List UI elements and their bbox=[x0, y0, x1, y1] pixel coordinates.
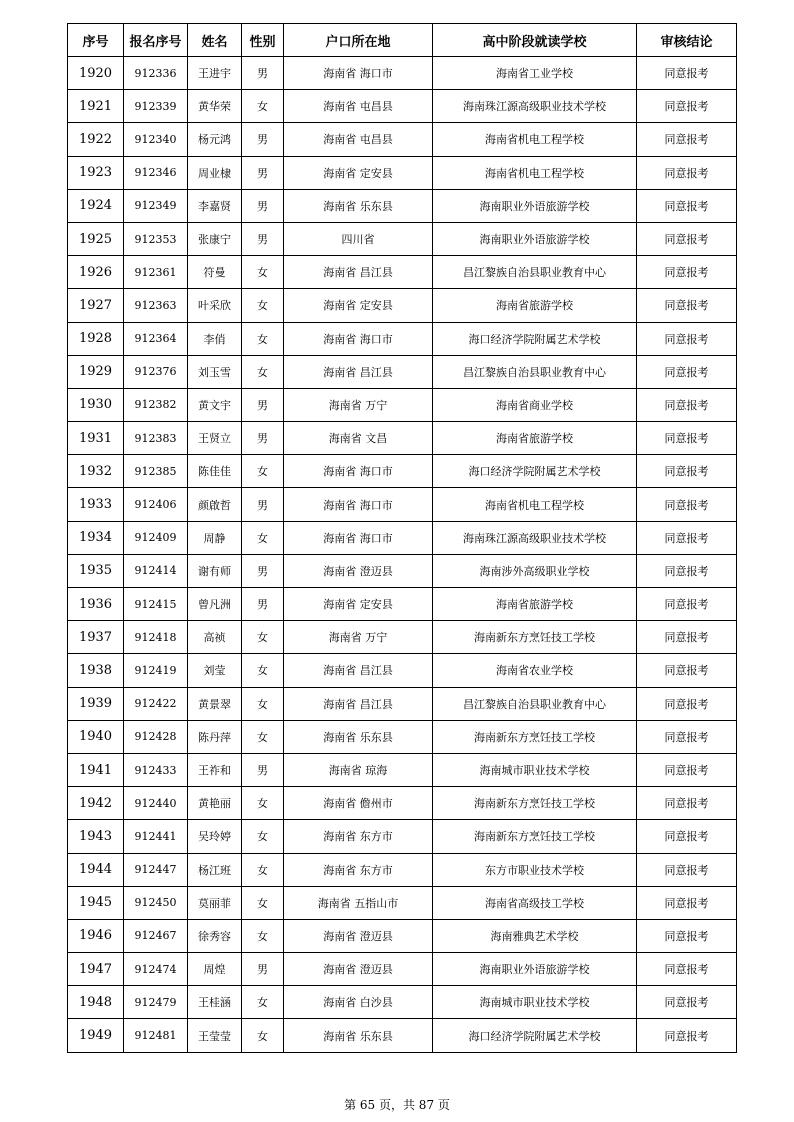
cell-registration-no: 912481 bbox=[124, 1019, 188, 1052]
table-row bbox=[68, 521, 737, 554]
cell-review-result: 同意报考 bbox=[637, 388, 737, 421]
cell-review-result: 同意报考 bbox=[637, 289, 737, 322]
cell-registration-no: 912340 bbox=[124, 123, 188, 156]
cell-high-school: 昌江黎族自治县职业教育中心 bbox=[433, 256, 637, 289]
table-row bbox=[68, 853, 737, 886]
table-row bbox=[68, 222, 737, 255]
cell-seq: 1935 bbox=[68, 554, 124, 587]
cell-name: 高祯 bbox=[188, 621, 242, 654]
cell-registration-no: 912383 bbox=[124, 422, 188, 455]
cell-high-school: 海南涉外高级职业学校 bbox=[433, 554, 637, 587]
cell-registration-no: 912441 bbox=[124, 820, 188, 853]
cell-name: 李嘉贤 bbox=[188, 189, 242, 222]
cell-seq: 1930 bbox=[68, 388, 124, 421]
header-review-result: 审核结论 bbox=[637, 24, 737, 57]
cell-household-location: 海南省 海口市 bbox=[284, 521, 433, 554]
cell-gender: 女 bbox=[242, 986, 284, 1019]
cell-review-result: 同意报考 bbox=[637, 422, 737, 455]
cell-seq: 1936 bbox=[68, 588, 124, 621]
table-row bbox=[68, 621, 737, 654]
cell-review-result: 同意报考 bbox=[637, 588, 737, 621]
header-household-location: 户口所在地 bbox=[284, 24, 433, 57]
cell-household-location: 海南省 澄迈县 bbox=[284, 919, 433, 952]
cell-review-result: 同意报考 bbox=[637, 90, 737, 123]
cell-high-school: 海南省旅游学校 bbox=[433, 588, 637, 621]
cell-review-result: 同意报考 bbox=[637, 787, 737, 820]
cell-household-location: 海南省 乐东县 bbox=[284, 189, 433, 222]
table-row bbox=[68, 886, 737, 919]
cell-high-school: 海南新东方烹饪技工学校 bbox=[433, 787, 637, 820]
cell-name: 莫丽菲 bbox=[188, 886, 242, 919]
cell-registration-no: 912349 bbox=[124, 189, 188, 222]
cell-seq: 1942 bbox=[68, 787, 124, 820]
cell-household-location: 海南省 海口市 bbox=[284, 488, 433, 521]
cell-name: 黄华荣 bbox=[188, 90, 242, 123]
cell-review-result: 同意报考 bbox=[637, 886, 737, 919]
cell-name: 符曼 bbox=[188, 256, 242, 289]
cell-name: 叶采欣 bbox=[188, 289, 242, 322]
table-row bbox=[68, 355, 737, 388]
cell-seq: 1922 bbox=[68, 123, 124, 156]
table-row bbox=[68, 156, 737, 189]
cell-name: 李俏 bbox=[188, 322, 242, 355]
cell-gender: 女 bbox=[242, 621, 284, 654]
cell-household-location: 海南省 文昌 bbox=[284, 422, 433, 455]
cell-name: 张康宁 bbox=[188, 222, 242, 255]
cell-household-location: 海南省 万宁 bbox=[284, 621, 433, 654]
cell-review-result: 同意报考 bbox=[637, 919, 737, 952]
cell-high-school: 海南新东方烹饪技工学校 bbox=[433, 621, 637, 654]
cell-gender: 女 bbox=[242, 256, 284, 289]
header-high-school: 高中阶段就读学校 bbox=[433, 24, 637, 57]
cell-registration-no: 912406 bbox=[124, 488, 188, 521]
cell-household-location: 四川省 bbox=[284, 222, 433, 255]
cell-gender: 男 bbox=[242, 588, 284, 621]
cell-household-location: 海南省 昌江县 bbox=[284, 256, 433, 289]
table-row bbox=[68, 422, 737, 455]
cell-name: 黄文宇 bbox=[188, 388, 242, 421]
table-row bbox=[68, 687, 737, 720]
table-row bbox=[68, 820, 737, 853]
cell-registration-no: 912376 bbox=[124, 355, 188, 388]
table-row bbox=[68, 90, 737, 123]
cell-seq: 1937 bbox=[68, 621, 124, 654]
table-row bbox=[68, 455, 737, 488]
cell-seq: 1934 bbox=[68, 521, 124, 554]
table-row bbox=[68, 787, 737, 820]
cell-gender: 男 bbox=[242, 554, 284, 587]
cell-high-school: 海南省旅游学校 bbox=[433, 422, 637, 455]
cell-gender: 男 bbox=[242, 222, 284, 255]
header-name: 姓名 bbox=[188, 24, 242, 57]
cell-name: 谢有师 bbox=[188, 554, 242, 587]
cell-registration-no: 912353 bbox=[124, 222, 188, 255]
table-row bbox=[68, 953, 737, 986]
cell-high-school: 海南省机电工程学校 bbox=[433, 488, 637, 521]
cell-registration-no: 912450 bbox=[124, 886, 188, 919]
cell-registration-no: 912422 bbox=[124, 687, 188, 720]
cell-registration-no: 912382 bbox=[124, 388, 188, 421]
cell-seq: 1943 bbox=[68, 820, 124, 853]
cell-name: 周业棣 bbox=[188, 156, 242, 189]
cell-review-result: 同意报考 bbox=[637, 322, 737, 355]
cell-household-location: 海南省 昌江县 bbox=[284, 687, 433, 720]
cell-seq: 1927 bbox=[68, 289, 124, 322]
cell-seq: 1921 bbox=[68, 90, 124, 123]
cell-seq: 1931 bbox=[68, 422, 124, 455]
table-row bbox=[68, 554, 737, 587]
cell-gender: 男 bbox=[242, 123, 284, 156]
cell-high-school: 昌江黎族自治县职业教育中心 bbox=[433, 355, 637, 388]
cell-gender: 女 bbox=[242, 1019, 284, 1052]
cell-high-school: 海南省商业学校 bbox=[433, 388, 637, 421]
cell-gender: 女 bbox=[242, 787, 284, 820]
cell-gender: 女 bbox=[242, 654, 284, 687]
cell-review-result: 同意报考 bbox=[637, 256, 737, 289]
cell-high-school: 海南珠江源高级职业技术学校 bbox=[433, 90, 637, 123]
cell-review-result: 同意报考 bbox=[637, 986, 737, 1019]
cell-high-school: 海南职业外语旅游学校 bbox=[433, 222, 637, 255]
cell-seq: 1920 bbox=[68, 57, 124, 90]
cell-household-location: 海南省 万宁 bbox=[284, 388, 433, 421]
cell-seq: 1949 bbox=[68, 1019, 124, 1052]
cell-name: 王桂涵 bbox=[188, 986, 242, 1019]
cell-gender: 男 bbox=[242, 189, 284, 222]
cell-gender: 女 bbox=[242, 687, 284, 720]
table-row bbox=[68, 123, 737, 156]
cell-household-location: 海南省 定安县 bbox=[284, 588, 433, 621]
cell-name: 周静 bbox=[188, 521, 242, 554]
cell-review-result: 同意报考 bbox=[637, 455, 737, 488]
cell-household-location: 海南省 东方市 bbox=[284, 853, 433, 886]
table-row bbox=[68, 57, 737, 90]
table-row bbox=[68, 189, 737, 222]
cell-review-result: 同意报考 bbox=[637, 654, 737, 687]
cell-seq: 1947 bbox=[68, 953, 124, 986]
cell-high-school: 海南珠江源高级职业技术学校 bbox=[433, 521, 637, 554]
cell-review-result: 同意报考 bbox=[637, 853, 737, 886]
cell-seq: 1939 bbox=[68, 687, 124, 720]
cell-household-location: 海南省 澄迈县 bbox=[284, 953, 433, 986]
cell-high-school: 海南省农业学校 bbox=[433, 654, 637, 687]
cell-registration-no: 912336 bbox=[124, 57, 188, 90]
cell-name: 陈丹萍 bbox=[188, 720, 242, 753]
cell-gender: 女 bbox=[242, 820, 284, 853]
cell-registration-no: 912414 bbox=[124, 554, 188, 587]
table-row bbox=[68, 986, 737, 1019]
cell-review-result: 同意报考 bbox=[637, 355, 737, 388]
cell-seq: 1923 bbox=[68, 156, 124, 189]
table-row bbox=[68, 720, 737, 753]
cell-registration-no: 912361 bbox=[124, 256, 188, 289]
cell-registration-no: 912467 bbox=[124, 919, 188, 952]
cell-high-school: 东方市职业技术学校 bbox=[433, 853, 637, 886]
cell-household-location: 海南省 东方市 bbox=[284, 820, 433, 853]
cell-seq: 1938 bbox=[68, 654, 124, 687]
cell-gender: 女 bbox=[242, 289, 284, 322]
cell-registration-no: 912339 bbox=[124, 90, 188, 123]
table-row bbox=[68, 289, 737, 322]
cell-high-school: 海南职业外语旅游学校 bbox=[433, 189, 637, 222]
cell-high-school: 海南新东方烹饪技工学校 bbox=[433, 720, 637, 753]
cell-review-result: 同意报考 bbox=[637, 687, 737, 720]
cell-review-result: 同意报考 bbox=[637, 189, 737, 222]
cell-review-result: 同意报考 bbox=[637, 123, 737, 156]
cell-household-location: 海南省 屯昌县 bbox=[284, 123, 433, 156]
cell-name: 吴玲婷 bbox=[188, 820, 242, 853]
cell-gender: 男 bbox=[242, 57, 284, 90]
cell-name: 王贤立 bbox=[188, 422, 242, 455]
table-row bbox=[68, 753, 737, 786]
cell-gender: 女 bbox=[242, 720, 284, 753]
cell-registration-no: 912418 bbox=[124, 621, 188, 654]
cell-registration-no: 912364 bbox=[124, 322, 188, 355]
table-row bbox=[68, 256, 737, 289]
cell-review-result: 同意报考 bbox=[637, 57, 737, 90]
cell-high-school: 海南省机电工程学校 bbox=[433, 156, 637, 189]
cell-name: 周煌 bbox=[188, 953, 242, 986]
cell-gender: 男 bbox=[242, 953, 284, 986]
cell-high-school: 海南城市职业技术学校 bbox=[433, 986, 637, 1019]
applicant-review-table bbox=[67, 23, 737, 1053]
cell-registration-no: 912428 bbox=[124, 720, 188, 753]
cell-seq: 1924 bbox=[68, 189, 124, 222]
cell-name: 刘玉雪 bbox=[188, 355, 242, 388]
cell-household-location: 海南省 澄迈县 bbox=[284, 554, 433, 587]
cell-seq: 1932 bbox=[68, 455, 124, 488]
cell-gender: 女 bbox=[242, 919, 284, 952]
cell-high-school: 海口经济学院附属艺术学校 bbox=[433, 1019, 637, 1052]
cell-seq: 1929 bbox=[68, 355, 124, 388]
table-row bbox=[68, 1019, 737, 1052]
table-row bbox=[68, 588, 737, 621]
cell-name: 王进宇 bbox=[188, 57, 242, 90]
cell-seq: 1940 bbox=[68, 720, 124, 753]
cell-gender: 女 bbox=[242, 853, 284, 886]
page-number: 第 65 页，共 87 页 bbox=[344, 1098, 450, 1112]
cell-registration-no: 912447 bbox=[124, 853, 188, 886]
cell-review-result: 同意报考 bbox=[637, 222, 737, 255]
cell-household-location: 海南省 海口市 bbox=[284, 455, 433, 488]
cell-registration-no: 912409 bbox=[124, 521, 188, 554]
cell-registration-no: 912479 bbox=[124, 986, 188, 1019]
cell-high-school: 海南新东方烹饪技工学校 bbox=[433, 820, 637, 853]
cell-name: 杨元鸿 bbox=[188, 123, 242, 156]
cell-seq: 1946 bbox=[68, 919, 124, 952]
cell-high-school: 海南省机电工程学校 bbox=[433, 123, 637, 156]
cell-review-result: 同意报考 bbox=[637, 554, 737, 587]
cell-high-school: 海南省高级技工学校 bbox=[433, 886, 637, 919]
cell-seq: 1925 bbox=[68, 222, 124, 255]
cell-name: 王莹莹 bbox=[188, 1019, 242, 1052]
cell-high-school: 海南职业外语旅游学校 bbox=[433, 953, 637, 986]
table-row bbox=[68, 488, 737, 521]
header-registration-no: 报名序号 bbox=[124, 24, 188, 57]
cell-gender: 女 bbox=[242, 322, 284, 355]
table-row bbox=[68, 322, 737, 355]
cell-review-result: 同意报考 bbox=[637, 488, 737, 521]
cell-household-location: 海南省 海口市 bbox=[284, 57, 433, 90]
cell-seq: 1933 bbox=[68, 488, 124, 521]
cell-gender: 女 bbox=[242, 521, 284, 554]
cell-gender: 女 bbox=[242, 455, 284, 488]
cell-household-location: 海南省 白沙县 bbox=[284, 986, 433, 1019]
cell-registration-no: 912440 bbox=[124, 787, 188, 820]
cell-name: 黄艳丽 bbox=[188, 787, 242, 820]
table-row bbox=[68, 388, 737, 421]
cell-seq: 1941 bbox=[68, 753, 124, 786]
cell-review-result: 同意报考 bbox=[637, 720, 737, 753]
cell-registration-no: 912363 bbox=[124, 289, 188, 322]
cell-household-location: 海南省 定安县 bbox=[284, 289, 433, 322]
cell-household-location: 海南省 定安县 bbox=[284, 156, 433, 189]
cell-review-result: 同意报考 bbox=[637, 621, 737, 654]
cell-high-school: 海口经济学院附属艺术学校 bbox=[433, 455, 637, 488]
cell-household-location: 海南省 乐东县 bbox=[284, 720, 433, 753]
cell-registration-no: 912433 bbox=[124, 753, 188, 786]
cell-household-location: 海南省 昌江县 bbox=[284, 654, 433, 687]
header-seq: 序号 bbox=[68, 24, 124, 57]
cell-seq: 1928 bbox=[68, 322, 124, 355]
cell-gender: 女 bbox=[242, 355, 284, 388]
cell-high-school: 海南省旅游学校 bbox=[433, 289, 637, 322]
cell-household-location: 海南省 琼海 bbox=[284, 753, 433, 786]
cell-name: 王祚和 bbox=[188, 753, 242, 786]
cell-household-location: 海南省 乐东县 bbox=[284, 1019, 433, 1052]
cell-registration-no: 912346 bbox=[124, 156, 188, 189]
header-gender: 性别 bbox=[242, 24, 284, 57]
cell-name: 曾凡洲 bbox=[188, 588, 242, 621]
cell-household-location: 海南省 五指山市 bbox=[284, 886, 433, 919]
cell-gender: 男 bbox=[242, 753, 284, 786]
cell-high-school: 海南省工业学校 bbox=[433, 57, 637, 90]
cell-gender: 女 bbox=[242, 90, 284, 123]
cell-review-result: 同意报考 bbox=[637, 820, 737, 853]
cell-review-result: 同意报考 bbox=[637, 953, 737, 986]
cell-name: 徐秀容 bbox=[188, 919, 242, 952]
cell-household-location: 海南省 海口市 bbox=[284, 322, 433, 355]
table-header-row bbox=[68, 24, 737, 57]
cell-registration-no: 912385 bbox=[124, 455, 188, 488]
cell-high-school: 海口经济学院附属艺术学校 bbox=[433, 322, 637, 355]
table-row bbox=[68, 654, 737, 687]
cell-seq: 1926 bbox=[68, 256, 124, 289]
cell-review-result: 同意报考 bbox=[637, 753, 737, 786]
cell-seq: 1948 bbox=[68, 986, 124, 1019]
cell-review-result: 同意报考 bbox=[637, 1019, 737, 1052]
cell-name: 陈佳佳 bbox=[188, 455, 242, 488]
cell-name: 颜啟哲 bbox=[188, 488, 242, 521]
cell-gender: 男 bbox=[242, 422, 284, 455]
cell-household-location: 海南省 儋州市 bbox=[284, 787, 433, 820]
cell-gender: 男 bbox=[242, 488, 284, 521]
cell-gender: 男 bbox=[242, 388, 284, 421]
cell-high-school: 海南雅典艺术学校 bbox=[433, 919, 637, 952]
cell-seq: 1945 bbox=[68, 886, 124, 919]
cell-high-school: 昌江黎族自治县职业教育中心 bbox=[433, 687, 637, 720]
cell-review-result: 同意报考 bbox=[637, 521, 737, 554]
cell-seq: 1944 bbox=[68, 853, 124, 886]
cell-household-location: 海南省 屯昌县 bbox=[284, 90, 433, 123]
cell-registration-no: 912419 bbox=[124, 654, 188, 687]
cell-gender: 男 bbox=[242, 156, 284, 189]
cell-gender: 女 bbox=[242, 886, 284, 919]
table-body bbox=[68, 57, 737, 1053]
cell-registration-no: 912415 bbox=[124, 588, 188, 621]
cell-household-location: 海南省 昌江县 bbox=[284, 355, 433, 388]
cell-registration-no: 912474 bbox=[124, 953, 188, 986]
cell-name: 刘莹 bbox=[188, 654, 242, 687]
cell-high-school: 海南城市职业技术学校 bbox=[433, 753, 637, 786]
cell-name: 黄景翠 bbox=[188, 687, 242, 720]
cell-name: 杨江班 bbox=[188, 853, 242, 886]
table-row bbox=[68, 919, 737, 952]
cell-review-result: 同意报考 bbox=[637, 156, 737, 189]
